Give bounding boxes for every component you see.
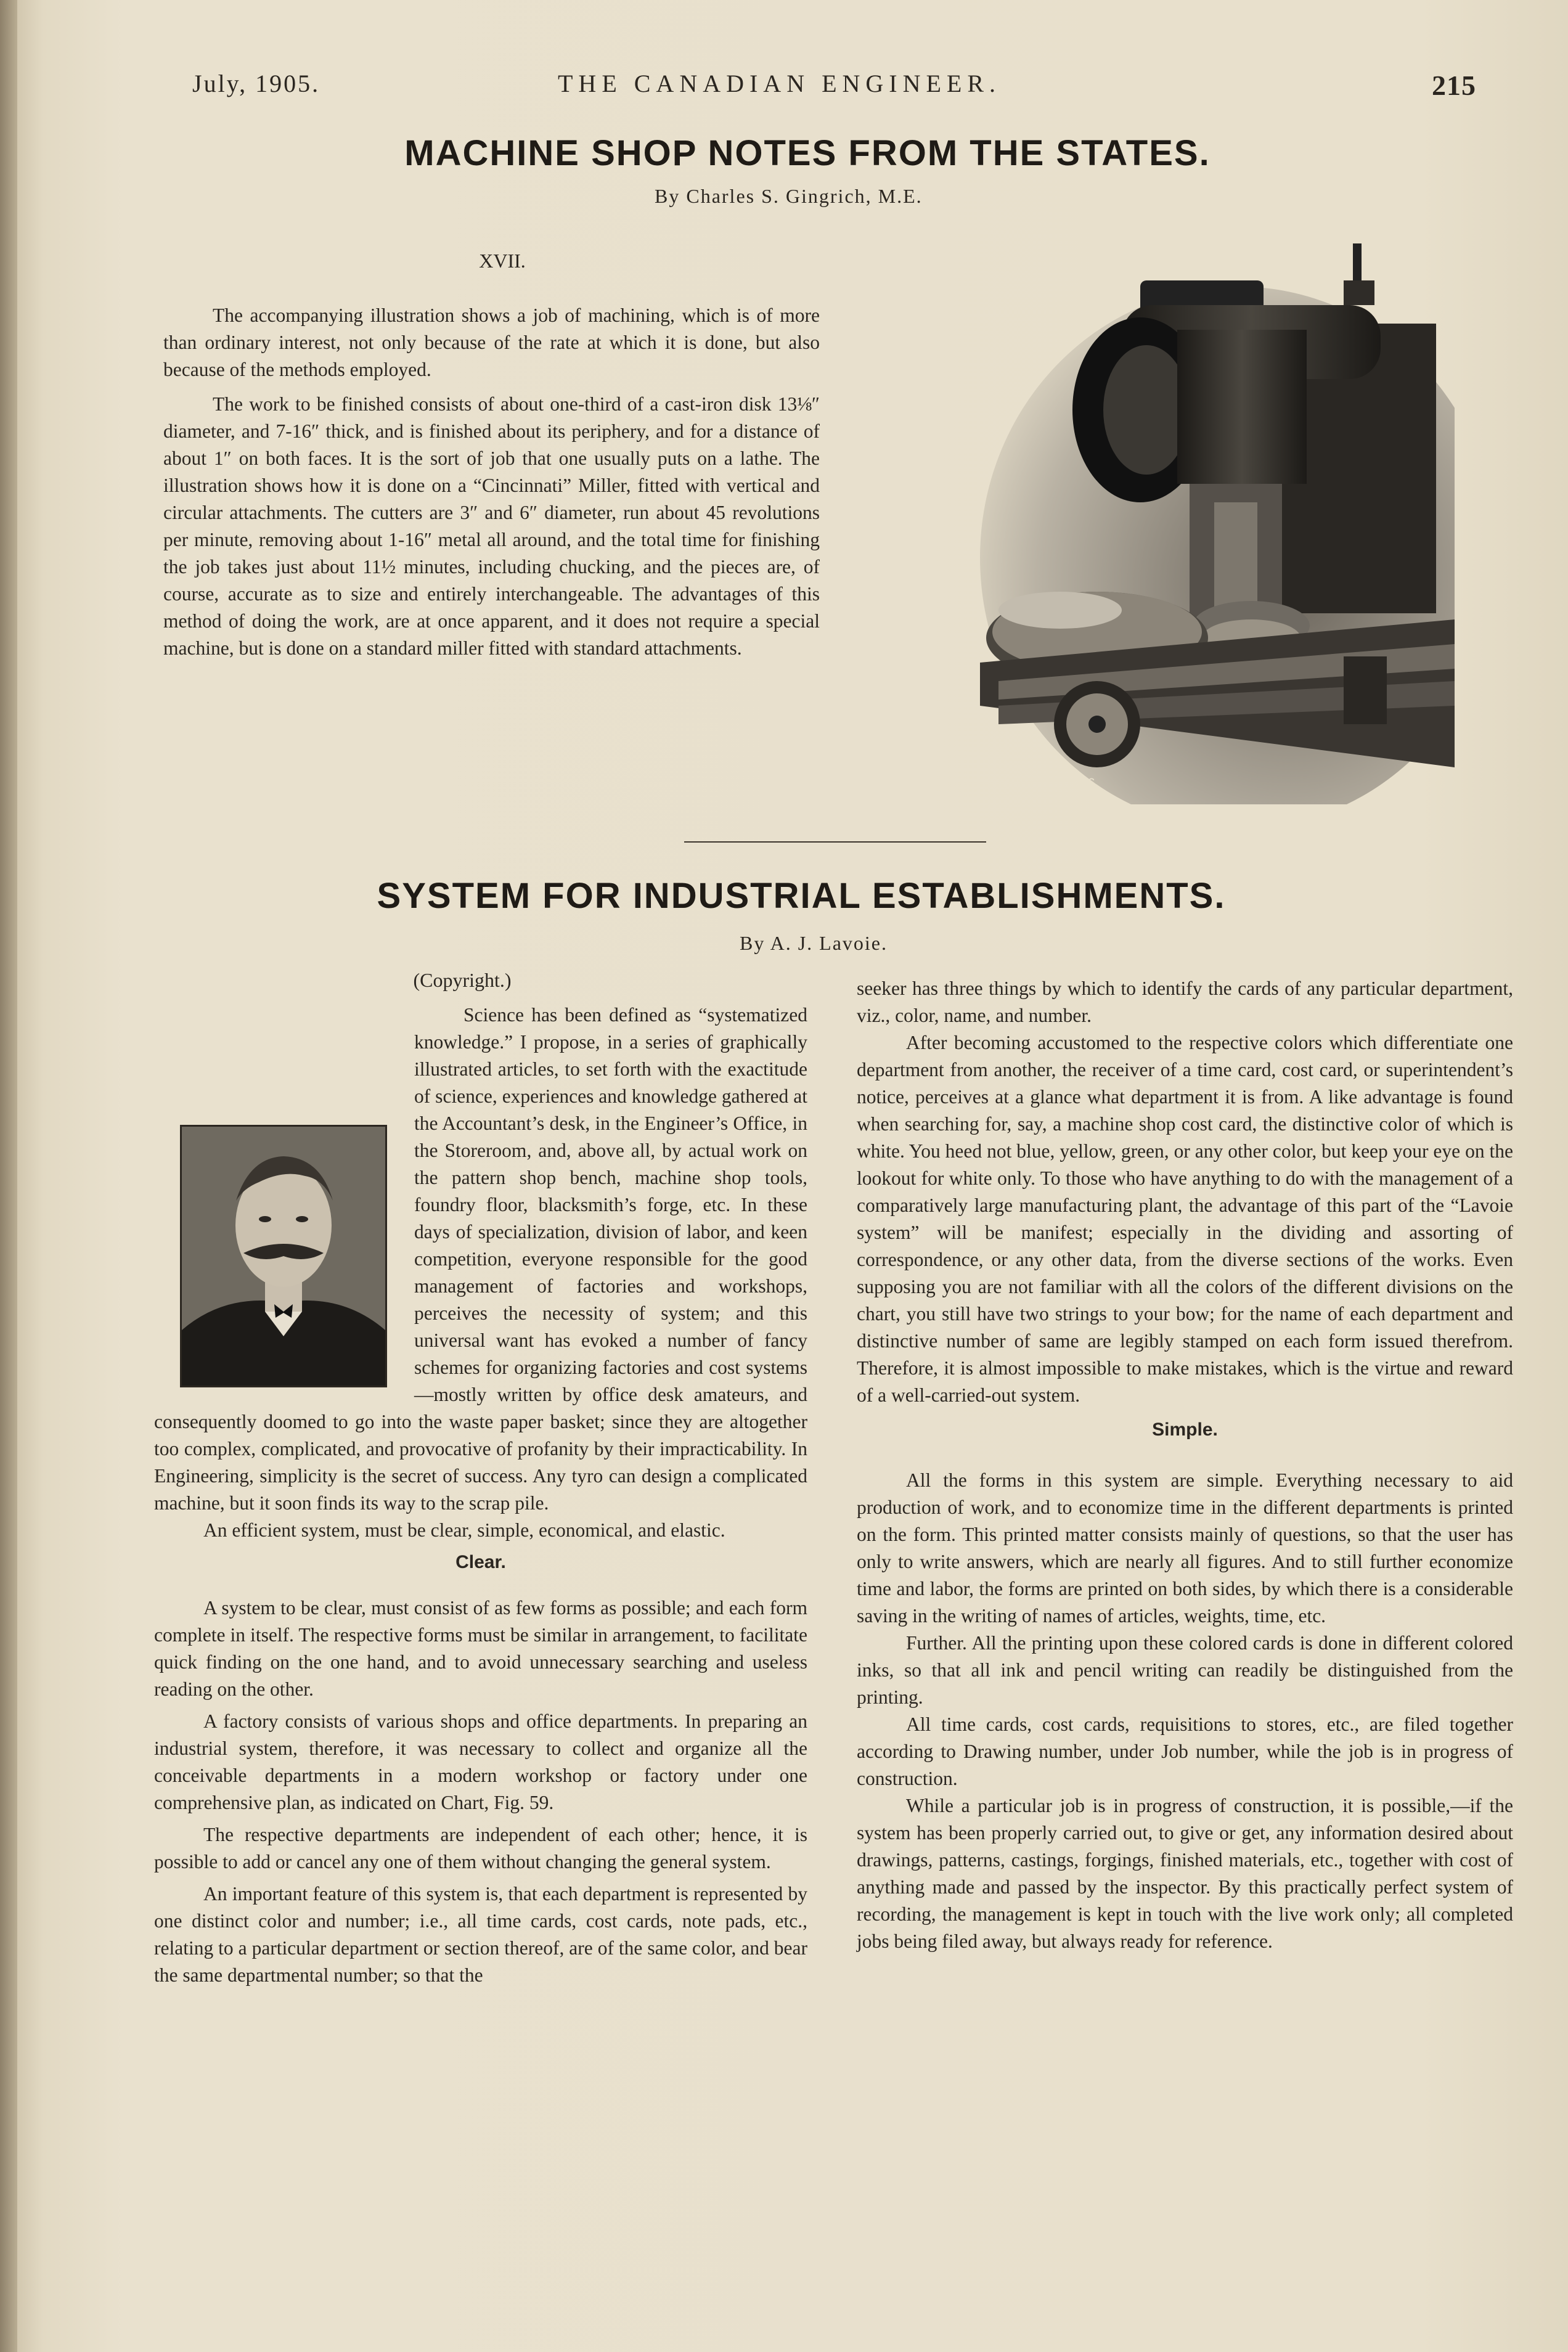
article1-body: [163, 302, 820, 662]
article2-right-column: [857, 975, 1513, 1955]
right-paragraph: seeker has three things by which to identify the cards of any particular department, viz., color, name, and number.: [857, 978, 1513, 1026]
article1-paragraph: The work to be finished consists of about one-third of a cast-iron disk 13⅛″ diameter, and 7-16″ thick, and is finished about its periphery, and for a distance of about 1″ on both faces. It is the sort of job that one usually puts on a lathe. The illustration shows how it is done on a “Cincinnati” Miller, fitted with vertical and circular attachments. The cutters are 3″ and 6″ diameter, run about 45 revolutions per minute, removing about 1-16″ metal all around, and the total time for finishing the job takes just about 11½ minutes, including chucking, and the pieces are, of course, accurate as to size and entirely interchangeable. The advantages of this method of doing the work, are at once apparent, and it does not require a special machine, but is done on a standard miller fitted with standard attachments.: [163, 393, 820, 659]
header-page-number: 215: [1432, 70, 1476, 101]
right-paragraph: After becoming accustomed to the respective colors which differentiate one department from another, the receiver of a time card, cost card, or superintendent’s notice, perceives at a glance what department it is from. A like advantage is found when searching for, say, a machine shop cost card, the distinctive color of which is white. You heed not blue, yellow, green, or any other color, but keep your eye on the lookout for white only. To those who have anything to do with the management of a comparatively large manufacturing plant, the advantage of this part of the “Lavoie system” will be manifest; especially in the dividing and assorting of correspondence, or any other data, from the diverse sections of the works. Even supposing you are not familiar with all the colors of the different divisions on the chart, you still have two strings to your bow; for the name of each department and distinctive number of same are legibly stamped on each form issued therefrom. Therefore, it is almost impossible to make mistakes, which is the virtue and reward of a well-carried-out system.: [857, 1032, 1513, 1406]
article2-copyright: (Copyright.): [413, 969, 512, 991]
article1-byline: By Charles S. Gingrich, M.E.: [655, 185, 923, 207]
clear-paragraph: A system to be clear, must consist of as few forms as possible; and each form complete in itself. The respective forms must be similar in arrangement, to facilitate quick finding on the one hand, and to avoid unnecessary searching and useless reading on the other.: [154, 1597, 807, 1700]
simple-paragraph: All the forms in this system are simple. Everything necessary to aid production of work, and to economize time in the different departments is printed on the form. This printed matter consists mainly of questions, so that the user has only to write answers, which are nearly all figures. And to still further economize time and labor, the forms are printed on both sides, by which there is a considerable saving in the writing of names of articles, weights, time, etc.: [857, 1469, 1513, 1627]
article1-title: MACHINE SHOP NOTES FROM THE STATES.: [404, 133, 1211, 173]
article2-left-column: [154, 1002, 807, 1989]
article2-intro: Science has been defined as “systematized knowledge.” I propose, in a series of graphically illustrated articles, to set forth with the exactitude of science, experiences and knowledge gathered at the Accountant’s desk, in the Engineer’s Office, in the Storeroom, and, above all, by actual work on the pattern shop bench, machine shop tools, foundry floor, blacksmith’s forge, etc. In these days of specialization, division of labor, and keen competition, everyone responsible for the good management of factories and workshops, perceives the necessity of system; and this universal want has evoked a number of fancy schemes for organizing factories and cost systems—mostly written by office desk amateurs, and consequently doomed to go into the waste paper basket; since they are altogether too complex, complicated, and provocative of profanity by their impracticability. In Engineering, simplicity is the secret of success. Any tyro can design a complicated machine, but it soon finds its way to the scrap pile.: [154, 1004, 807, 1514]
simple-paragraph: All time cards, cost cards, requisitions to stores, etc., are filed together according to Drawing number, under Job number, while the job is in progress of construction.: [857, 1713, 1513, 1789]
header-date: July, 1905.: [192, 70, 321, 97]
article2-paragraph: An efficient system, must be clear, simple, economical, and elastic.: [203, 1519, 725, 1541]
simple-paragraph: While a particular job is in progress of construction, it is possible,—if the system has been properly carried out, to give or get, any information desired about drawings, patterns, castings, forgings, finished materials, etc., together with cost of anything made and passed by the inspector. By this practically perfect system of recording, the management is kept in touch with the live work only; all completed jobs being filed away, but always ready for reference.: [857, 1795, 1513, 1952]
article2-byline: By A. J. Lavoie.: [740, 932, 888, 954]
clear-paragraph: A factory consists of various shops and office departments. In preparing an industrial system, therefore, it was necessary to collect and organize all the conceivable departments in a modern workshop or factory under one comprehensive plan, as indicated on Chart, Fig. 59.: [154, 1710, 807, 1813]
clear-paragraph: The respective departments are independent of each other; hence, it is possible to add or cancel any one of them without changing the general system.: [154, 1824, 807, 1872]
clear-paragraph: An important feature of this system is, that each department is represented by one distinct color and number; i.e., all time cards, cost cards, note pads, etc., relating to a particular department or section thereof, are of the same color, and bear the same departmental number; so that the: [154, 1883, 807, 1986]
article2-title: SYSTEM FOR INDUSTRIAL ESTABLISHMENTS.: [377, 876, 1226, 916]
heading-simple: Simple.: [1152, 1419, 1218, 1440]
heading-clear: Clear.: [455, 1552, 506, 1572]
author-portrait: [180, 1125, 387, 1387]
milling-machine-illustration: [918, 237, 1455, 804]
header-journal-title: THE CANADIAN ENGINEER.: [558, 70, 1002, 97]
section-divider: [684, 841, 986, 843]
book-spine: [0, 0, 17, 2352]
article1-section: XVII.: [479, 250, 526, 272]
simple-paragraph: Further. All the printing upon these colored cards is done in different colored inks, so that all ink and pencil writing can readily be distinguished from the printing.: [857, 1632, 1513, 1708]
figure-number: 286: [1072, 775, 1095, 791]
article1-paragraph: The accompanying illustration shows a job of machining, which is of more than ordinary interest, not only because of the rate at which it is done, but also because of the methods employed.: [163, 304, 820, 380]
